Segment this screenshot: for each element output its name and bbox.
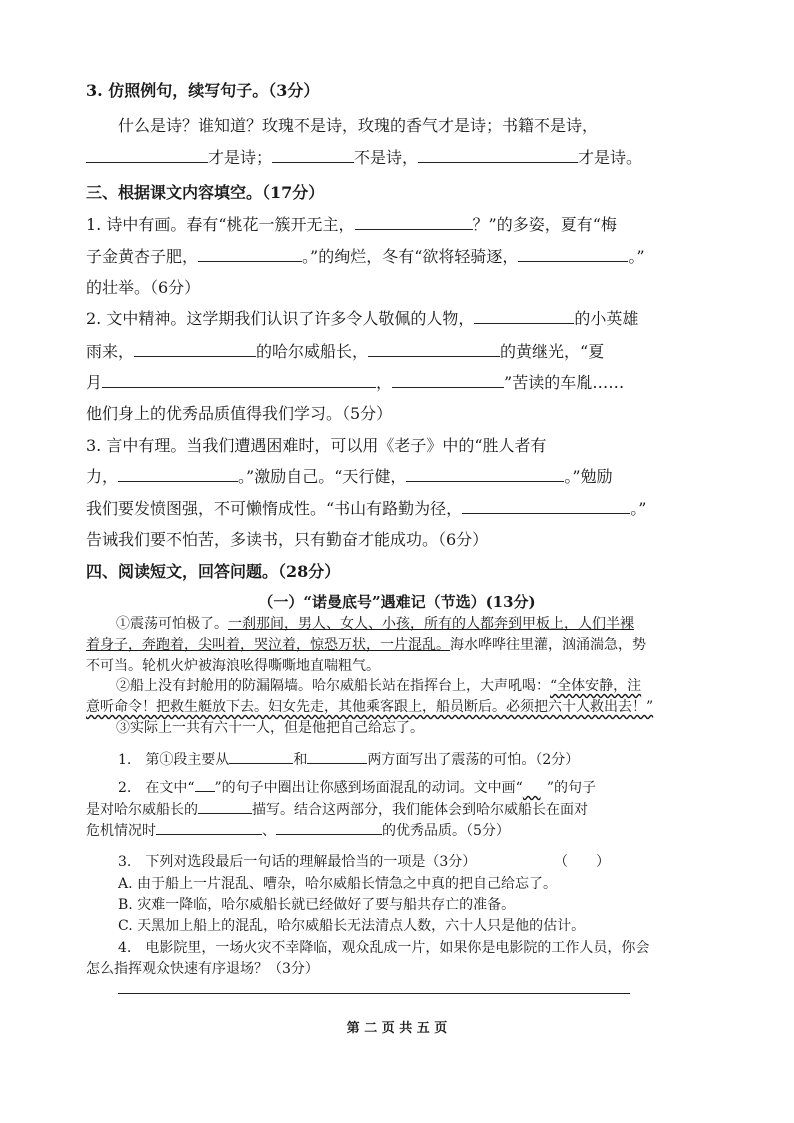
answer-blank[interactable]	[307, 762, 367, 764]
q4-2-line2: 是对哈尔威船长的 描写。结合这两部分，我们能体会到哈尔威船长在面对	[86, 802, 588, 818]
wavy-underlined-sentence: “全体安静，注	[550, 678, 642, 694]
answer-blank[interactable]	[272, 161, 354, 163]
option-b[interactable]: B. 灾难一降临，哈尔威船长就已经做好了要与船共存亡的准备。	[118, 897, 516, 913]
answer-blank[interactable]	[198, 260, 302, 262]
answer-blank[interactable]	[276, 833, 382, 835]
sec3-p2-line2: 雨来， 的哈尔威船长， 的黄继光，“夏	[86, 342, 605, 361]
straight-line-marker	[195, 791, 215, 792]
answer-blank[interactable]	[102, 386, 376, 388]
answer-blank[interactable]	[86, 161, 208, 163]
sec3-p3-line2: 力， 。”激励自己。“天行健， 。”勉励	[86, 467, 613, 486]
q3-title: 3. 仿照例句，续写句子。（3分）	[86, 81, 320, 100]
q3-example: 什么是诗？谁知道？玫瑰不是诗，玫瑰的香气才是诗；书籍不是诗，	[118, 116, 599, 135]
q4-2-line1: 2. 在文中“ ”的句子中圈出让你感到场面混乱的动词。文中画“ ”的句子	[118, 780, 597, 796]
para1-line2: 着身子，奔跑着，尖叫着，哭泣着，惊恐万状，一片混乱。海水哗哗往里灌，汹涌湍急，势	[86, 637, 646, 653]
section4-title: 四、阅读短文，回答问题。（28分）	[86, 562, 341, 581]
sec3-p1-line1: 1. 诗中有画。春有“桃花一簇开无主， ？”的多姿，夏有“梅	[86, 215, 617, 234]
q3-fill-line: 才是诗； 不是诗， 才是诗。	[86, 145, 642, 168]
answer-blank[interactable]	[156, 833, 262, 835]
sec3-p3-line1: 3. 言中有理。当我们遭遇困难时，可以用《老子》中的“胜人者有	[86, 436, 547, 455]
para1-line1: ①震荡可怕极了。一刹那间，男人、女人、小孩，所有的人都奔到甲板上，人们半裸	[116, 616, 634, 632]
option-a[interactable]: A. 由于船上一片混乱、嘈杂，哈尔威船长情急之中真的把自己给忘了。	[118, 876, 558, 892]
answer-blank[interactable]	[418, 161, 578, 163]
underlined-sentence: 一刹那间，男人、女人、小孩，所有的人都奔到甲板上，人们半裸	[228, 616, 634, 632]
sec3-p1-line2: 子金黄杏子肥， 。”的绚烂，冬有“欲将轻骑逐， 。”	[86, 247, 645, 266]
answer-blank[interactable]	[198, 812, 252, 814]
answer-blank[interactable]	[118, 480, 238, 482]
sec3-p1-line3: 的壮举。（6分）	[86, 278, 201, 297]
answer-blank[interactable]	[229, 762, 293, 764]
answer-blank[interactable]	[518, 260, 628, 262]
underlined-sentence: 着身子，奔跑着，尖叫着，哭泣着，惊恐万状，一片混乱。	[86, 637, 450, 653]
sec3-p2-line3: 月 ， ”苦读的车胤……	[86, 373, 625, 392]
page-footer: 第 二 页 共 五 页	[346, 1021, 448, 1036]
wavy-underlined-sentence: 意听命令！把救生艇放下去。妇女先走，其他乘客跟上，船员断后。必须把六十人救出去！”	[86, 699, 654, 715]
sec3-p3-line3: 我们要发愤图强，不可懒惰成性。“书山有路勤为径， 。”	[86, 499, 647, 518]
passage-title: （一）“诺曼底号”遇难记（节选）(13分)	[258, 593, 536, 611]
answer-blank[interactable]	[462, 512, 630, 514]
para2-line2	[86, 696, 653, 716]
para3: ③实际上一共有六十一人，但是他把自己给忘了。	[116, 720, 424, 736]
wavy-line-marker	[523, 780, 547, 796]
option-c[interactable]: C. 天黑加上船上的混乱，哈尔威船长无法清点人数，六十人只是他的估计。	[118, 918, 586, 934]
q4-4-line1: 4. 电影院里，一场火灾不幸降临，观众乱成一片，如果你是电影院的工作人员，你会	[118, 940, 650, 956]
q4-2-line3: 危机情况时 、 的优秀品质。（5分）	[86, 823, 510, 839]
answer-line[interactable]	[118, 993, 630, 994]
answer-blank[interactable]	[134, 355, 256, 357]
q4-3-stem: 3. 下列对选段最后一句话的理解最恰当的一项是（3分）	[118, 854, 477, 870]
answer-blank[interactable]	[355, 228, 473, 230]
sec3-p3-line4: 告诫我们要不怕苦，多读书，只有勤奋才能成功。（6分）	[86, 530, 489, 549]
para1-line3: 不可当。轮机火炉被海浪吆得嘶嘶地直喘粗气。	[86, 658, 380, 674]
para2-line1: ②船上没有封舱用的防漏隔墙。哈尔威船长站在指挥台上，大声吼喝：“全体安静，注	[116, 678, 642, 694]
sec3-p2-line1: 2. 文中精神。这学期我们认识了许多令人敬佩的人物， 的小英雄	[86, 309, 639, 328]
q4-4-line2: 怎么指挥观众快速有序退场？（3分）	[86, 961, 319, 977]
q4-1: 1. 第①段主要从 和 两方面写出了震荡的可怕。（2分）	[118, 752, 580, 768]
section3-title: 三、根据课文内容填空。（17分）	[86, 183, 325, 202]
answer-blank[interactable]	[406, 480, 564, 482]
answer-blank[interactable]	[474, 322, 574, 324]
sec3-p2-line4: 他们身上的优秀品质值得我们学习。（5分）	[86, 404, 393, 423]
answer-paren[interactable]: （ ）	[554, 854, 610, 870]
answer-blank[interactable]	[392, 386, 504, 388]
answer-blank[interactable]	[368, 355, 500, 357]
